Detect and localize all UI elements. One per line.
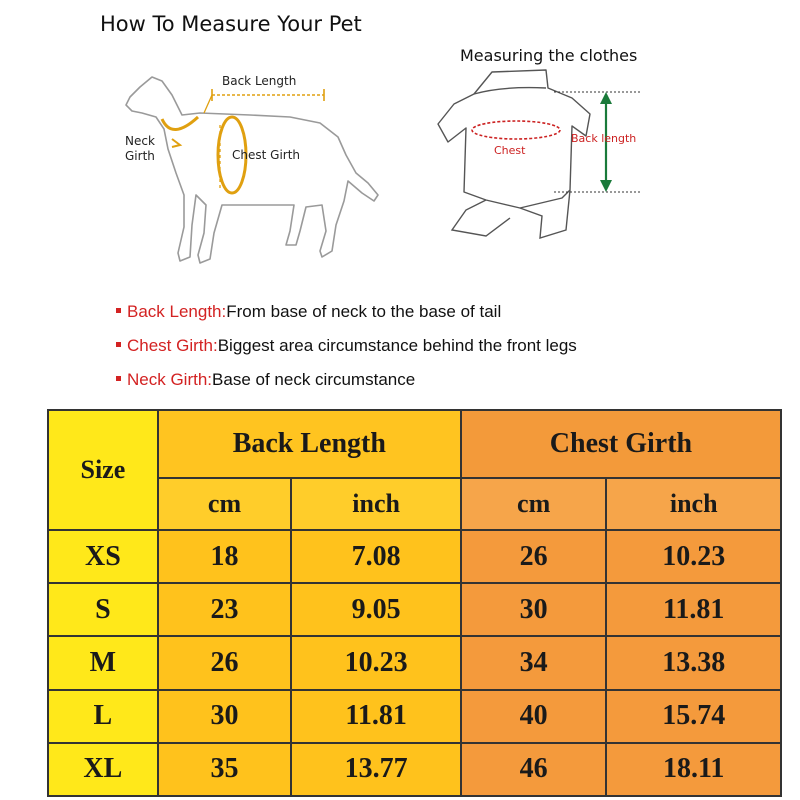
- back-length-header: Back Length: [158, 410, 461, 478]
- chest-cm-cell: 40: [461, 690, 607, 743]
- back-inch-cell: 10.23: [291, 636, 461, 689]
- chest-inch-header: inch: [606, 478, 781, 530]
- definition-chest-girth: [116, 336, 577, 370]
- back-cm-cell: 35: [158, 743, 292, 796]
- back-cm-cell: 30: [158, 690, 292, 743]
- table-row: [48, 583, 781, 636]
- back-cm-cell: 23: [158, 583, 292, 636]
- bullet-icon: [116, 342, 121, 347]
- dog-chest-girth-label: Chest Girth: [232, 148, 301, 162]
- clothes-chest-label: Chest: [494, 144, 526, 157]
- neck-girth-ring: [162, 117, 198, 130]
- chest-measure-ring: [472, 121, 560, 139]
- garment-outline: [438, 70, 590, 208]
- back-cm-cell: 26: [158, 636, 292, 689]
- definition-text: Biggest area circumstance behind the front legs: [217, 336, 577, 355]
- chest-inch-cell: 13.38: [606, 636, 781, 689]
- table-row: [48, 636, 781, 689]
- measurement-definitions: [116, 302, 577, 404]
- definition-term: Chest Girth:: [127, 336, 218, 355]
- size-cell: S: [48, 583, 158, 636]
- table-row: [48, 743, 781, 796]
- size-cell: L: [48, 690, 158, 743]
- size-chart-table: [47, 409, 782, 797]
- chest-inch-cell: 18.11: [606, 743, 781, 796]
- back-inch-header: inch: [291, 478, 461, 530]
- definition-neck-girth: [116, 370, 577, 404]
- back-cm-cell: 18: [158, 530, 292, 583]
- dog-back-length-label: Back Length: [222, 74, 297, 88]
- chest-inch-cell: 10.23: [606, 530, 781, 583]
- size-cell: XS: [48, 530, 158, 583]
- dog-measurement-diagram: [100, 55, 390, 285]
- definition-term: Neck Girth:: [127, 370, 213, 389]
- clothes-back-length-label: Back length: [571, 132, 637, 145]
- bullet-icon: [116, 308, 121, 313]
- table-row: [48, 530, 781, 583]
- back-inch-cell: 13.77: [291, 743, 461, 796]
- definition-term: Back Length:: [127, 302, 227, 321]
- chest-inch-cell: 15.74: [606, 690, 781, 743]
- table-row: [48, 690, 781, 743]
- clothes-measurement-diagram: [430, 40, 660, 250]
- size-cell: M: [48, 636, 158, 689]
- page-title: How To Measure Your Pet: [100, 12, 362, 36]
- chest-girth-header: Chest Girth: [461, 410, 781, 478]
- chest-cm-cell: 26: [461, 530, 607, 583]
- back-cm-header: cm: [158, 478, 292, 530]
- size-cell: XL: [48, 743, 158, 796]
- definition-back-length: [116, 302, 577, 336]
- chest-cm-header: cm: [461, 478, 607, 530]
- back-inch-cell: 7.08: [291, 530, 461, 583]
- back-inch-cell: 9.05: [291, 583, 461, 636]
- chest-cm-cell: 30: [461, 583, 607, 636]
- chest-cm-cell: 46: [461, 743, 607, 796]
- bullet-icon: [116, 376, 121, 381]
- chest-inch-cell: 11.81: [606, 583, 781, 636]
- dog-neck-girth-label: Neck Girth: [125, 134, 155, 163]
- chest-cm-cell: 34: [461, 636, 607, 689]
- size-header: Size: [48, 410, 158, 530]
- clothes-diagram-title: Measuring the clothes: [460, 46, 638, 65]
- dog-outline: [126, 77, 378, 263]
- definition-text: Base of neck circumstance: [212, 370, 416, 389]
- definition-text: From base of neck to the base of tail: [226, 302, 502, 321]
- back-inch-cell: 11.81: [291, 690, 461, 743]
